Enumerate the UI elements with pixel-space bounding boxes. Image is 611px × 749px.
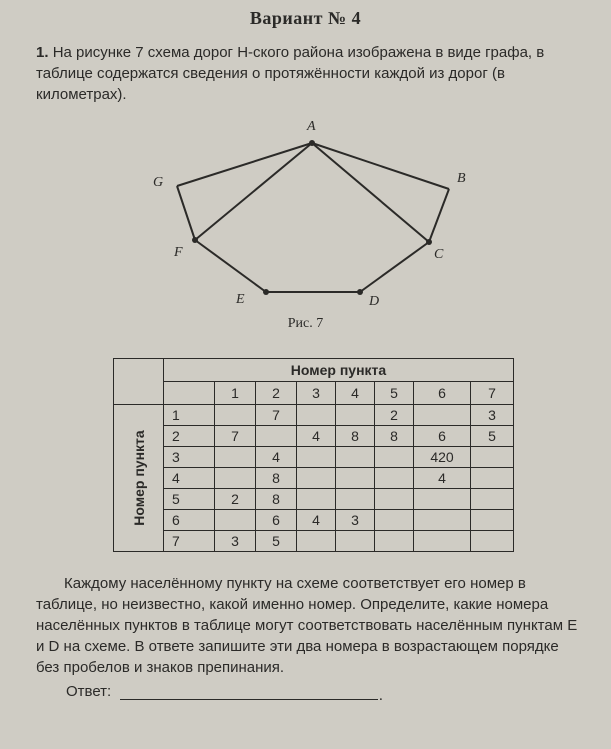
problem-body: На рисунке 7 схема дорог Н-ского района изображена в виде графа, в таблице содержатся сведения о протяжённости каждой из дорог (в километрах). (36, 44, 545, 103)
edge-A-C (312, 143, 429, 242)
col-6: 6 (414, 382, 471, 405)
row-header-label: Номер пункта (130, 430, 147, 526)
table-cell (215, 510, 256, 531)
row-label: 7 (164, 531, 215, 552)
label-G: G (153, 175, 164, 190)
vertex-A (309, 140, 315, 146)
answer-label: Ответ: (66, 683, 112, 700)
table-cell: 3 (336, 510, 375, 531)
label-C: C (434, 247, 444, 262)
table-cell (471, 447, 514, 468)
label-D: D (369, 294, 380, 309)
vertex-F (192, 237, 198, 243)
edge-A-B (312, 143, 449, 189)
column-header: Номер пункта (164, 359, 514, 382)
table-cell: 8 (256, 468, 297, 489)
table-cell (375, 510, 414, 531)
table-cell: 3 (215, 531, 256, 552)
row-label: 3 (164, 447, 215, 468)
problem-number: 1. (36, 44, 49, 61)
table-cell: 5 (256, 531, 297, 552)
rownum-spacer (164, 382, 215, 405)
table-cell: 4 (414, 468, 471, 489)
table-row (114, 468, 514, 489)
edge-F-E (195, 240, 266, 292)
table-cell: 8 (256, 489, 297, 510)
table-cell: 4 (297, 426, 336, 447)
table-cell (336, 468, 375, 489)
table-cell (215, 468, 256, 489)
table-cell (471, 510, 514, 531)
row-label: 1 (164, 405, 215, 426)
table-cell: 6 (256, 510, 297, 531)
table-cell (297, 468, 336, 489)
table-row (114, 426, 514, 447)
table-cell (375, 468, 414, 489)
table-cell (297, 447, 336, 468)
col-7: 7 (471, 382, 514, 405)
figure-caption: Рис. 7 (287, 316, 324, 331)
col-5: 5 (375, 382, 414, 405)
vertex-E (263, 289, 269, 295)
table-cell (297, 489, 336, 510)
label-E: E (236, 292, 245, 307)
vertex-D (357, 289, 363, 295)
row-label: 4 (164, 468, 215, 489)
table-cell: 3 (471, 405, 514, 426)
col-3: 3 (297, 382, 336, 405)
edge-G-F (177, 186, 195, 240)
table-cell (414, 510, 471, 531)
edge-B-C (429, 189, 449, 242)
col-2: 2 (256, 382, 297, 405)
table-cell (375, 531, 414, 552)
table-row (114, 405, 514, 426)
answer-end-mark: . (379, 688, 383, 704)
task-statement: Каждому населённому пункту на схеме соответствует его номер в таблице, но неизвестно, какой именно номер. Определите, какие номера населённых пунктов в таблице могут соответствовать населённым пунктам E и D на схеме. В ответе запишите эти два номера в возрастающем порядке без пробелов и знаков препинания. (36, 575, 578, 676)
edge-A-G (177, 143, 312, 186)
table-cell (256, 426, 297, 447)
table-row (114, 531, 514, 552)
col-1: 1 (215, 382, 256, 405)
table-cell (375, 489, 414, 510)
table-cell (414, 405, 471, 426)
table-cell: 7 (215, 426, 256, 447)
distance-table (113, 358, 514, 552)
label-F: F (174, 245, 183, 260)
label-B: B (457, 171, 466, 186)
row-label: 6 (164, 510, 215, 531)
table-cell: 4 (297, 510, 336, 531)
answer-blank (120, 699, 378, 700)
table-cell: 7 (256, 405, 297, 426)
edge-A-F (195, 143, 312, 240)
col-4: 4 (336, 382, 375, 405)
table-cell: 5 (471, 426, 514, 447)
table-cell (215, 447, 256, 468)
vertex-C (426, 239, 432, 245)
table-cell (297, 531, 336, 552)
table-cell (375, 447, 414, 468)
table-cell (414, 489, 471, 510)
table-cell: 2 (215, 489, 256, 510)
table-cell: 6 (414, 426, 471, 447)
table-corner (114, 359, 164, 405)
table-cell (414, 531, 471, 552)
table-cell (471, 531, 514, 552)
label-A: A (307, 119, 316, 134)
table-row (114, 447, 514, 468)
table-cell: 8 (336, 426, 375, 447)
variant-title: Вариант № 4 (249, 8, 362, 28)
edge-C-D (360, 242, 429, 292)
row-label: 5 (164, 489, 215, 510)
table-cell (471, 489, 514, 510)
table-cell (471, 468, 514, 489)
table-cell (336, 447, 375, 468)
table-cell (215, 405, 256, 426)
table-cell (336, 489, 375, 510)
table-cell (336, 531, 375, 552)
table-cell: 4 (256, 447, 297, 468)
row-label: 2 (164, 426, 215, 447)
table-row (114, 510, 514, 531)
table-cell: 8 (375, 426, 414, 447)
table-cell (336, 405, 375, 426)
table-row (114, 489, 514, 510)
table-cell (297, 405, 336, 426)
row-header (114, 405, 164, 552)
table-cell: 2 (375, 405, 414, 426)
table-cell: 420 (414, 447, 471, 468)
